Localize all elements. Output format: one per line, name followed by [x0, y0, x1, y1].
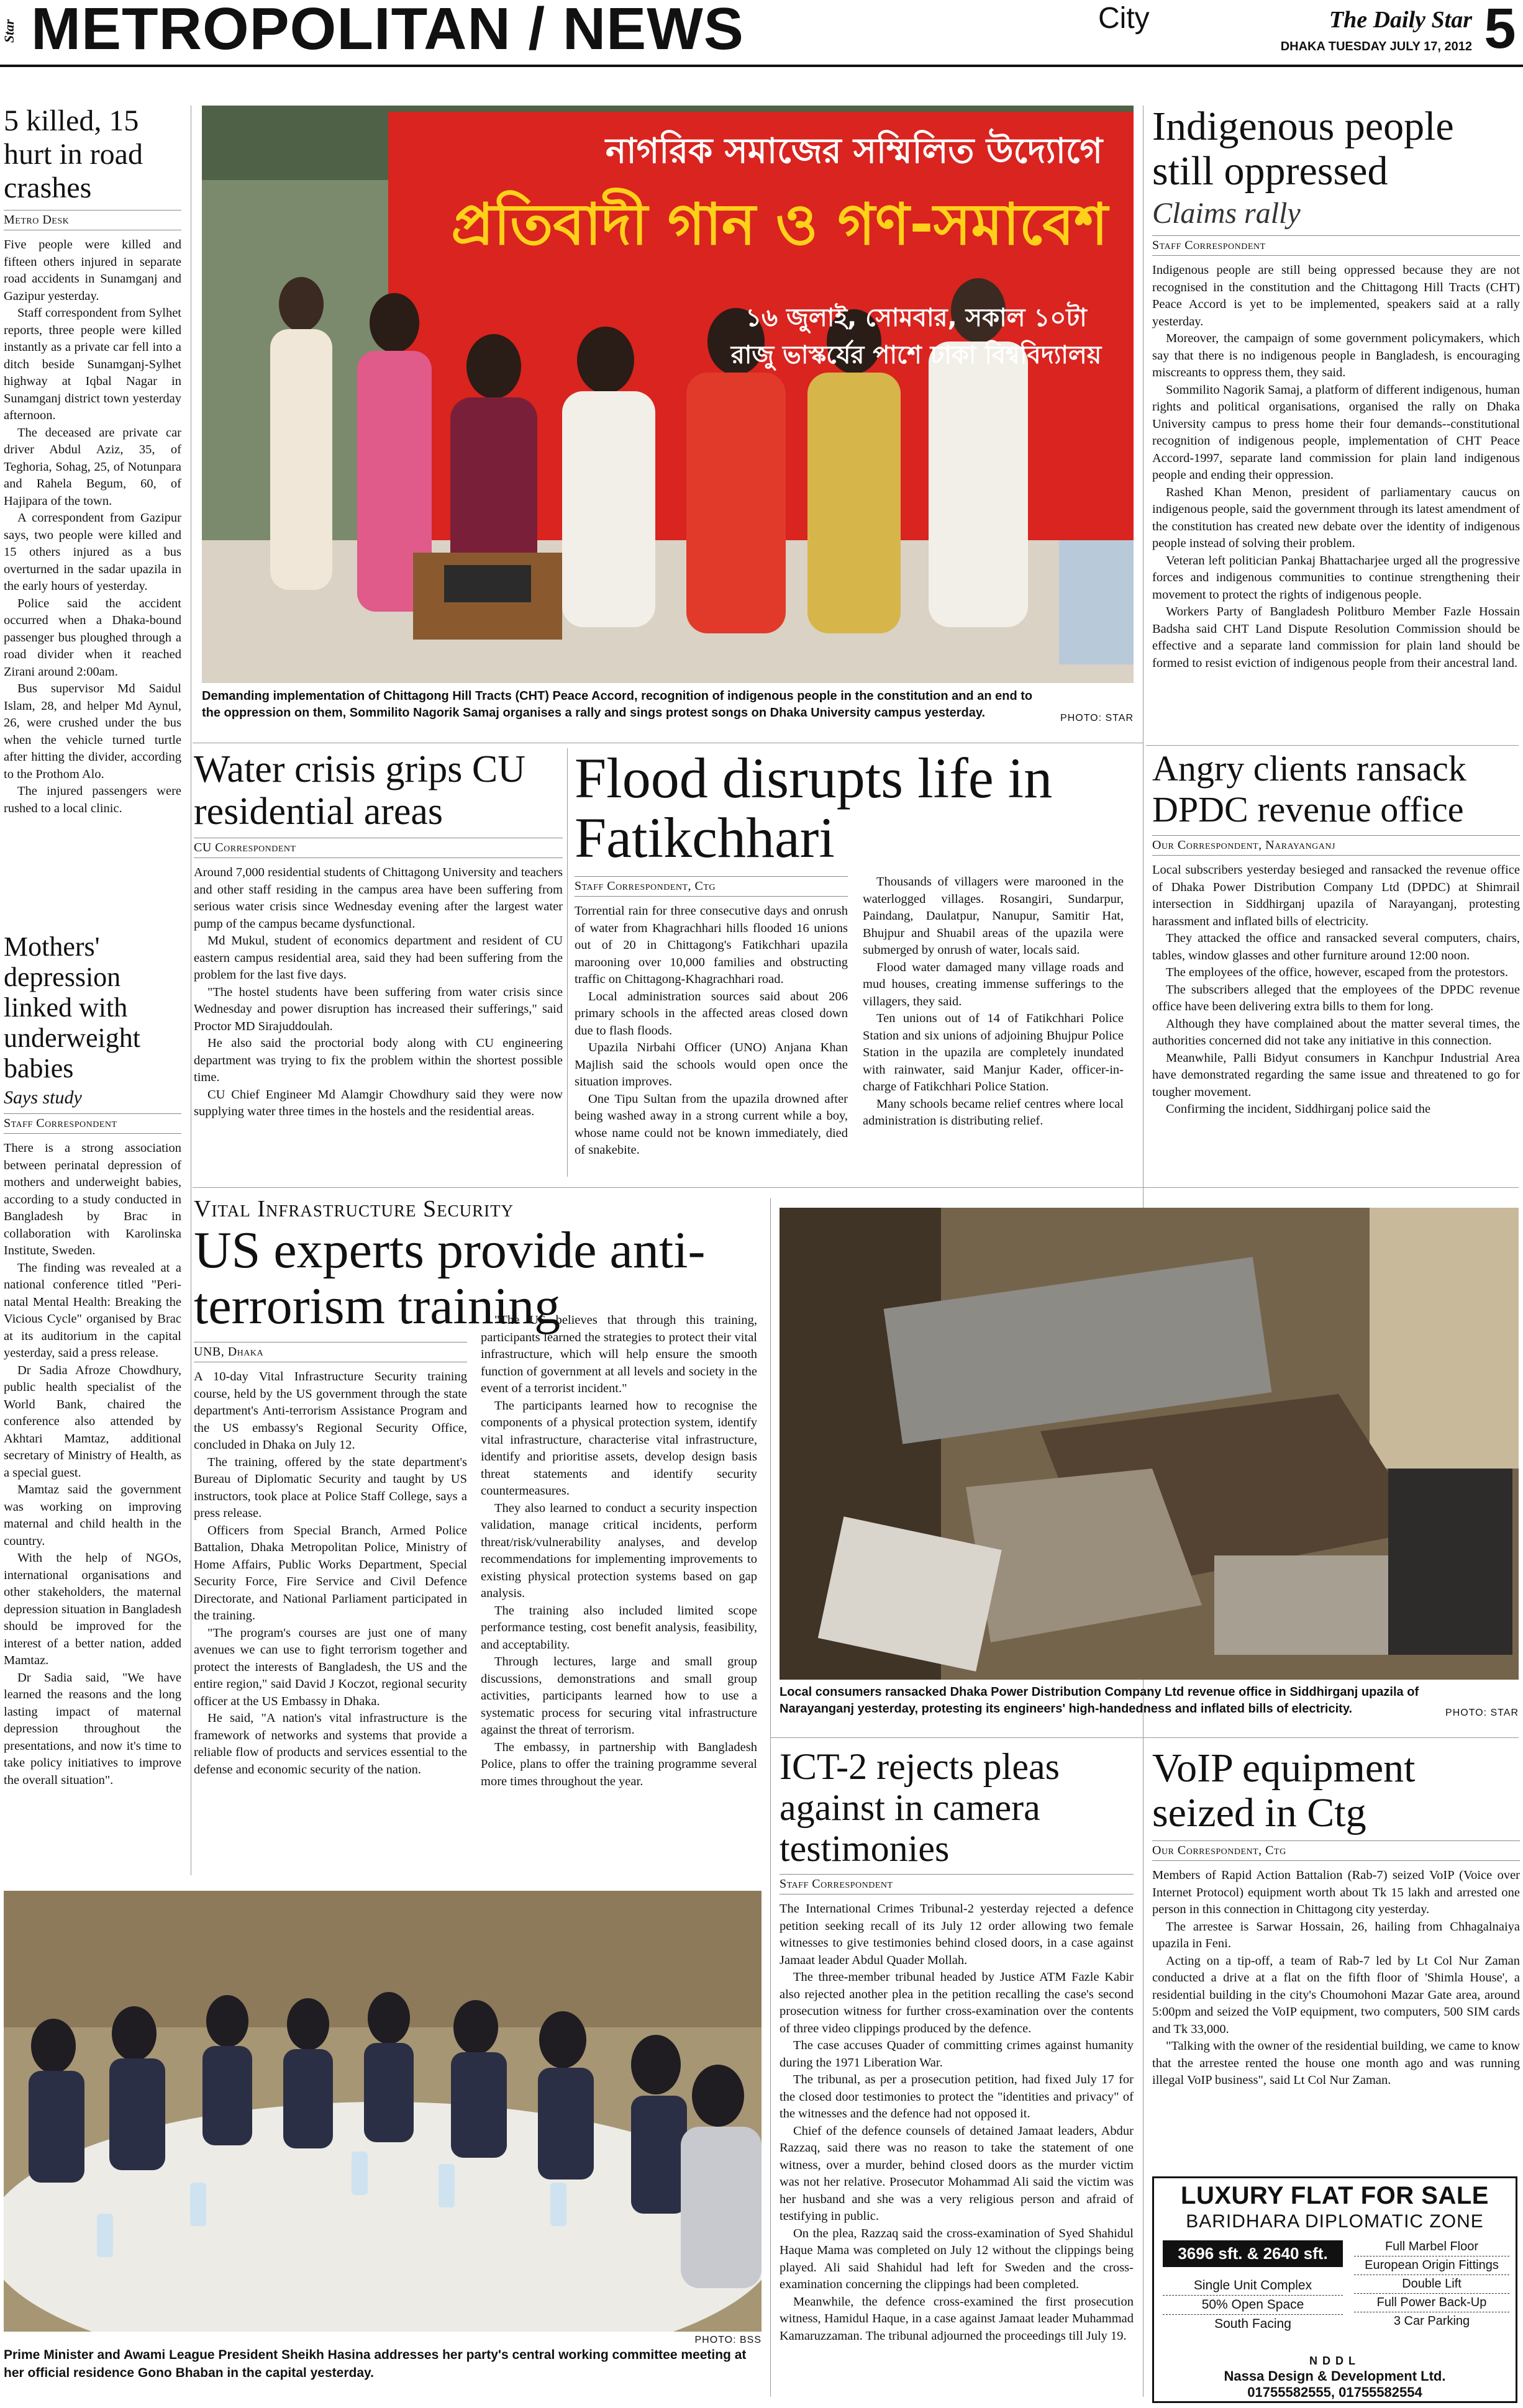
- article-headline: VoIP equipment seized in Ctg: [1152, 1746, 1416, 1835]
- paragraph: The training, offered by the state department's Bureau of Diplomatic Security and taught by US instructors, took place at Police Staff College, says a press release.: [194, 1455, 467, 1520]
- paragraph: The three-member tribunal headed by Justice ATM Fazle Kabir also rejected another plea in the petition recalling the case's second prosecution witness for further cross-examination over the contents of three video clippings produced by the defence.: [780, 1970, 1134, 2035]
- article-body: [575, 903, 848, 1159]
- paragraph: Meanwhile, Palli Bidyut consumers in Kanchpur Industrial Area have demonstrated regarding the same issue and threatened to go for tougher movement.: [1152, 1051, 1520, 1099]
- article-kicker: Claims rally: [1152, 197, 1301, 230]
- paragraph: Ten unions out of 14 of Fatikchhari Police Station and six unions of adjoining Bhujpur Police Station in the upazila are completely inundated with rainwater, said Manjur Kader, officer-in-charge of Fatikchhari Police Station.: [863, 1012, 1124, 1093]
- article-headline: ICT-2 rejects pleas against in camera testimonies: [780, 1746, 1060, 1869]
- ad-company: Nassa Design & Development Ltd.: [1224, 2368, 1446, 2384]
- paragraph: Chief of the defence counsels of detained Jamaat leaders, Abdur Razzaq, said there was no reason to take the statement of one witness, over a murder, behind closed doors as the murder victim was not her relative. Prosecutor Mohammad Ali said the victim was her husband and she was a very religious person and afraid of testifying in public.: [780, 2124, 1134, 2223]
- paragraph: Md Mukul, student of economics department and resident of CU eastern campus residential area, said they had been suffering from the problem for the last five days.: [194, 934, 563, 982]
- dateline: DHAKA TUESDAY JULY 17, 2012: [1280, 40, 1472, 53]
- ransack-photo-caption: [780, 1684, 1519, 1734]
- ad-feature: 3 Car Parking: [1393, 2314, 1470, 2328]
- ad-subtitle: BARIDHARA DIPLOMATIC ZONE: [1186, 2211, 1484, 2232]
- ad-feature: Full Power Back-Up: [1354, 2294, 1509, 2312]
- article-body: [1152, 862, 1520, 1118]
- article-headline: Water crisis grips CU residential areas: [194, 748, 525, 833]
- paragraph: "The US believes that through this training, participants learned the strategies to protect their vital infrastructure, which will help ensure the smooth function of government at all levels and society in the event of a terrorist incident.": [481, 1313, 757, 1395]
- banner-text-line4: রাজু ভাস্কর্যের পাশে ঢাকা বিশ্ববিদ্যালয়: [730, 341, 1102, 369]
- paragraph: Rashed Khan Menon, president of parliamentary caucus on indigenous people, said the government through its latest amendment of the constitution has created new debate over the identity of indigenous people instead of solving their problem.: [1152, 485, 1520, 550]
- pm-photo-caption: [4, 2335, 762, 2403]
- paragraph: Staff correspondent from Sylhet reports, three people were killed instantly as a private car fell into a ditch beside Sunamganj-Sylhet highway at Iqbal Nagar in Sunamganj district town yesterday afternoon.: [4, 306, 181, 422]
- ad-logo: NDDL: [1309, 2355, 1360, 2367]
- paragraph: They attacked the office and ransacked several computers, chairs, tables, window glasses and other furniture around 12:00 noon.: [1152, 931, 1520, 962]
- indigenous-article: [1152, 104, 1520, 738]
- paragraph: Flood water damaged many village roads and mud houses, creating immense sufferings to the villagers, they said.: [863, 960, 1124, 1008]
- paragraph: Local administration sources said about 206 primary schools in the affected areas closed down due to flash floods.: [575, 989, 848, 1038]
- paragraph: The deceased are private car driver Abdul Aziz, 35, of Teghoria, Sohag, 25, of Notunpara and Rahela Begum, 60, of Hajipara of the town.: [4, 425, 181, 508]
- paragraph: They also learned to conduct a security inspection validation, manage critical incidents, perform threat/risk/vulnerability analyses, and develop recommendations for implementing improvements to existing physical protection systems based on gap analysis.: [481, 1501, 757, 1600]
- paragraph: He said, "A nation's vital infrastructure is the framework of networks and systems that provide a reliable flow of products and services essential to the defense and economic security of the nation.: [194, 1711, 467, 1777]
- paragraph: Police said the accident occurred when a Dhaka-bound passenger bus ploughed through a road divider when it reached Zirani around 2:00am.: [4, 596, 181, 679]
- paragraph: On the plea, Razzaq said the cross-examination of Syed Shahidul Haque Mama was completed on July 12 without the clippings being played. Ali said Shahidul had left for Sweden and the cross-examination concerning the clippings had been completed.: [780, 2226, 1134, 2291]
- paragraph: Dr Sadia Afroze Chowdhury, public health specialist of the World Bank, chaired the conference also attended by Akhtari Mamtaz, additional secretary of Ministry of Health, as a special guest.: [4, 1363, 181, 1480]
- column-rule: [567, 748, 568, 1177]
- ad-feature: South Facing: [1214, 2317, 1291, 2331]
- article-byline: Metro Desk: [4, 210, 181, 230]
- paragraph: Officers from Special Branch, Armed Police Battalion, Dhaka Metropolitan Police, Ministry of Home Affairs, Public Works Department, Special Security Force, Fire Service and Civil Defence Directorate, and National Parliament participated in the training.: [194, 1523, 467, 1623]
- photo-credit: PHOTO: STAR: [1060, 713, 1134, 723]
- article-byline: Staff Correspondent: [780, 1874, 1134, 1894]
- banner-text-line3: ১৬ জুলাই, সোমবার, সকাল ১০টা: [745, 304, 1087, 332]
- banner-text-line2: প্রতিবাদী গান ও গণ-সমাবেশ: [451, 191, 1108, 258]
- paragraph: Meanwhile, the defence cross-examined the first prosecution witness, Hamidul Haque, in a case against Jamaat leader Muhammad Kamaruzzaman. The tribunal adjourned the proceedings till July 19.: [780, 2294, 1134, 2343]
- road-crash-article: [4, 104, 181, 930]
- article-headline: Angry clients ransack DPDC revenue office: [1152, 748, 1466, 830]
- paragraph: Thousands of villagers were marooned in the waterlogged villages. Rosangiri, Sundarpur, Paindang, Daulatpur, Nanupur, Samitir Hat, Bhujpur and Shuabil areas of the upazila were submerged by onrush of water, locals said.: [863, 875, 1124, 957]
- photo-caption: Prime Minister and Awami League President Sheikh Hasina addresses her party's central working committee meeting at her official residence Gono Bhaban in the capital yesterday.: [4, 2348, 747, 2380]
- paragraph: The training also included limited scope performance testing, cost benefit analysis, feasibility, and acceptability.: [481, 1603, 757, 1652]
- ad-title: LUXURY FLAT FOR SALE: [1181, 2182, 1489, 2209]
- article-headline: Indigenous people still oppressed: [1152, 104, 1454, 194]
- article-body-continued: [863, 874, 1124, 1130]
- photo-caption: Local consumers ransacked Dhaka Power Distribution Company Ltd revenue office in Siddhirganj upazila of Narayanganj yesterday, protesting its engineers' high-handedness and inflated bills of electricity.: [780, 1685, 1419, 1716]
- water-crisis-article: [194, 748, 563, 1183]
- ad-feature: Double Lift: [1354, 2275, 1509, 2294]
- paragraph: The embassy, in partnership with Bangladesh Police, plans to offer the training programme several more times throughout the year.: [481, 1740, 757, 1788]
- pm-meeting-photo: [4, 1891, 762, 2332]
- paragraph: Confirming the incident, Siddhirganj police said the: [1166, 1102, 1431, 1116]
- paragraph: Although they have complained about the matter several times, the authorities concerned did not take any initiative in this connection.: [1152, 1016, 1520, 1048]
- ad-feature: Full Marbel Floor: [1354, 2238, 1509, 2256]
- article-body: [1152, 1867, 1520, 2089]
- section-title: METROPOLITAN / NEWS: [31, 0, 744, 62]
- article-headline: Flood disrupts life in Fatikchhari: [575, 748, 1053, 869]
- ransack-photo-image: [780, 1208, 1519, 1680]
- paragraph: Moreover, the campaign of some government policymakers, which say that there is no indigenous people in Bangladesh, is encouraging miscreants to oppress them, they said.: [1152, 332, 1520, 379]
- paragraph: The finding was revealed at a national conference titled "Peri-natal Mental Health: Breaking the Vicious Cycle" organised by Brac at its auditorium in the capital yesterday, said a press release.: [4, 1261, 181, 1360]
- masthead: [0, 0, 1523, 70]
- article-byline: Staff Correspondent: [4, 1113, 181, 1134]
- paragraph: The arrestee is Sarwar Hossain, 26, hailing from Chhagalnaiya upazila in Feni.: [1152, 1919, 1520, 1950]
- paragraph: Veteran left politician Pankaj Bhattacharjee urged all the progressive forces and indigenous communities to continue strengthening their movement to protect the rights of indigenous people.: [1152, 553, 1520, 602]
- paragraph: Dr Sadia said, "We have learned the reasons and the long lasting impact of maternal depression throughout the presentations, and now it's time to take policy initiatives to improve the overall situation".: [4, 1670, 181, 1787]
- masthead-rule: [0, 65, 1523, 67]
- paragraph: "The hostel students have been suffering from water crisis since Wednesday and power disruption has increased their sufferings," said Proctor MD Sirajuddoulah.: [194, 985, 563, 1033]
- paragraph: He also said the proctorial body along with CU engineering department was trying to fix the problem within the shortest possible time.: [194, 1036, 563, 1084]
- section-rule: [770, 1737, 1519, 1738]
- star-logo: Star: [1, 19, 17, 43]
- article-byline: Staff Correspondent: [1152, 235, 1520, 256]
- article-byline: UNB, Dhaka: [194, 1342, 467, 1362]
- paragraph: Mamtaz said the government was working on improving maternal and child health in the country.: [4, 1483, 181, 1548]
- paragraph: One Tipu Sultan from the upazila drowned after being washed away in a strong current while a boy, whose name could not be known immediately, died of snakebite.: [575, 1092, 848, 1157]
- paragraph: A 10-day Vital Infrastructure Security training course, held by the US government through the state department's Anti-terrorism Assistance Program and the US embassy's Regional Security Office, concluded in Dhaka on July 12.: [194, 1370, 467, 1452]
- ad-feature: European Origin Fittings: [1354, 2256, 1509, 2275]
- article-body-continued: [481, 1312, 757, 1790]
- ad-phone: 01755582555, 01755582554: [1247, 2384, 1422, 2400]
- ad-right-features: [1354, 2238, 1509, 2330]
- section-rule: [193, 1187, 1519, 1188]
- article-headline: 5 killed, 15 hurt in road crashes: [4, 104, 143, 204]
- paragraph: "Talking with the owner of the residential building, we came to know that the arrestee rented the house one month ago and was running illegal VoIP business", said Lt Col Nur Zaman.: [1152, 2039, 1520, 2087]
- paragraph: Members of Rapid Action Battalion (Rab-7) seized VoIP (Voice over Internet Protocol) equipment worth about Tk 15 lakh and arrested one person in this connection in Chittagong city yesterday.: [1152, 1868, 1520, 1916]
- paragraph: Local subscribers yesterday besieged and ransacked the revenue office of Dhaka Power Distribution Company Ltd (DPDC) at Shimrail intersection in Siddhirganj upazila of Narayanganj, protesting harassment and inflated bills of electricity.: [1152, 863, 1520, 928]
- paragraph: The case accuses Quader of committing crimes against humanity during the 1971 Liberation War.: [780, 2039, 1134, 2070]
- flood-article: [575, 748, 1137, 1183]
- paragraph: Acting on a tip-off, a team of Rab-7 led by Lt Col Nur Zaman conducted a drive at a flat on the fifth floor of 'Shimla House', a residential building in the city's Choumohoni Mazar Gate area, around 5:00pm and seized the VoIP equipment, two computers, 500 SIM cards and Tk 33,000.: [1152, 1953, 1520, 2036]
- paragraph: With the help of NGOs, international organisations and other stakeholders, the maternal depression situation in Bangladesh should be improved for the interest of a better nation, added Mamtaz.: [4, 1551, 181, 1667]
- article-headline: US experts provide anti-terrorism training: [194, 1221, 706, 1335]
- paragraph: Five people were killed and fifteen others injured in separate road accidents in Sunamganj and Gazipur yesterday.: [4, 238, 181, 303]
- paragraph: CU Chief Engineer Md Alamgir Chowdhury said they were now supplying water three times in the hostels and the residential areas.: [194, 1087, 563, 1118]
- paragraph: Workers Party of Bangladesh Politburo Member Fazle Hossain Badsha said CHT Land Dispute Resolution Commission should be effective and a separate land commission for plain land should be formed to resist eviction of indigenous people from their ancestral land.: [1152, 605, 1520, 670]
- paragraph: The injured passengers were rushed to a local clinic.: [4, 784, 181, 815]
- voip-article: [1152, 1746, 1520, 2181]
- paragraph: Upazila Nirbahi Officer (UNO) Anjana Khan Majlish said the schools would open once the situation improves.: [575, 1041, 848, 1089]
- photo-credit: PHOTO: STAR: [1445, 1708, 1519, 1718]
- rally-photo: [202, 106, 1134, 683]
- article-body: [4, 237, 181, 817]
- paragraph: Through lectures, large and small group discussions, demonstrations and small group activities, participants learned how to use a systematic process for securing vital infrastructure against the threat of terrorism.: [481, 1655, 757, 1737]
- article-headline: Mothers' depression linked with underweight babies: [4, 931, 140, 1084]
- paragraph: Around 7,000 residential students of Chittagong University and teachers and other staff residing in the campus area have been suffering from serious water crisis since Wednesday evening after the largest water pump of the campus became dysfunctional.: [194, 866, 563, 931]
- paragraph: The International Crimes Tribunal-2 yesterday rejected a defence petition seeking recall of its July 12 order allowing two female witnesses to give testimonies behind closed doors, in a case against Jamaat leader Abdul Quader Mollah.: [780, 1902, 1134, 1967]
- ad-left-features: [1163, 2276, 1343, 2333]
- page-number: 5: [1484, 0, 1516, 60]
- ad-size-badge: 3696 sft. & 2640 sft.: [1163, 2240, 1343, 2267]
- banner-text-line1: নাগরিক সমাজের সম্মিলিত উদ্যোগে: [605, 131, 1103, 171]
- article-body: [4, 1140, 181, 1789]
- dpdc-article: [1152, 748, 1520, 1183]
- article-body: [194, 864, 563, 1121]
- paragraph: Bus supervisor Md Saidul Islam, 28, and helper Md Aynul, 26, were crushed under the bus when the vehicle turned turtle after hitting the divider, according to the Prothom Alo.: [4, 682, 181, 781]
- section-rule: [1146, 745, 1519, 746]
- pm-meeting-photo-image: [4, 1891, 762, 2332]
- sub-section-label: City: [1098, 2, 1150, 35]
- article-body: [194, 1369, 467, 1778]
- luxury-flat-ad[interactable]: [1152, 2176, 1517, 2403]
- paragraph: The employees of the office, however, escaped from the protestors.: [1166, 966, 1508, 979]
- mothers-depression-article: [4, 931, 181, 1875]
- ict-article: [780, 1746, 1134, 2406]
- paragraph: The participants learned how to recognise the components of a physical protection system, identify vital infrastructure, characterise vital infrastructure, identify and prioritise assets, develop design basis threat statements and identify security countermeasures.: [481, 1398, 757, 1498]
- ad-feature: Single Unit Complex: [1163, 2276, 1343, 2296]
- photo-caption: Demanding implementation of Chittagong Hill Tracts (CHT) Peace Accord, recognition of indigenous people in the constitution and an end to the oppression on them, Sommilito Nagorik Samaj organises a rally and sings protest songs on Dhaka University campus yesterday.: [202, 689, 1033, 720]
- paragraph: The tribunal, as per a prosecution petition, had fixed July 17 for the closed door testimonies to protect the "identities and privacy" of the witnesses and the defence had not opposed it.: [780, 2073, 1134, 2121]
- paragraph: A correspondent from Gazipur says, two people were killed and 15 others injured as a bus overturned in the sadar upazila in the early hours of yesterday.: [4, 511, 181, 593]
- paragraph: Sommilito Nagorik Samaj, a platform of different indigenous, human rights and political organisations, organised the rally on Dhaka University campus to press home their four demands--constitutional recognition of indigenous people, implementation of CHT Peace Accord-1997, separate land commission for plain land indigenous people and ending their oppression.: [1152, 382, 1520, 482]
- article-byline: Staff Correspondent, Ctg: [575, 876, 848, 897]
- column-rule: [770, 1198, 771, 2397]
- ad-feature: 50% Open Space: [1163, 2296, 1343, 2315]
- photo-credit: PHOTO: BSS: [694, 2335, 762, 2345]
- ransack-photo: [780, 1208, 1519, 1680]
- paragraph: Many schools became relief centres where local administration is distributing relief.: [863, 1097, 1124, 1128]
- article-body: [1152, 262, 1520, 672]
- article-byline: Our Correspondent, Narayanganj: [1152, 835, 1520, 856]
- paragraph: There is a strong association between perinatal depression of mothers and underweight babies, according to a study conducted in Bangladesh by Brac in collaboration with Karolinska Institute, Sweden.: [4, 1141, 181, 1257]
- paragraph: The subscribers alleged that the employees of the DPDC revenue office have been delivering extra bills to them for long.: [1152, 982, 1520, 1013]
- article-byline: Our Correspondent, Ctg: [1152, 1840, 1520, 1861]
- article-byline: CU Correspondent: [194, 838, 563, 858]
- paragraph: Torrential rain for three consecutive days and onrush of water from Khagrachhari hills flooded 16 unions out of 20 in Chittagong's Fatikchhari upazila marooning over 10,000 families and obstructing traffic on Chittagong-Khagrachhari road.: [575, 904, 848, 986]
- article-kicker: Says study: [4, 1087, 82, 1108]
- article-body: [780, 1901, 1134, 2345]
- paper-logo: The Daily Star: [1329, 7, 1472, 33]
- article-kicker: Vital Infrastructure Security: [194, 1196, 514, 1222]
- paragraph: "The program's courses are just one of many avenues we can use to fight terrorism together and protect the interests of Bangladesh, the US and the entire region," said David J Koczot, regional security officer at the US Embassy in Dhaka.: [194, 1626, 467, 1708]
- paragraph: Indigenous people are still being oppressed because they are not recognised in the constitution and the Chittagong Hill Tracts (CHT) Peace Accord is yet to be implemented, speakers said at a rally yesterday.: [1152, 263, 1520, 328]
- anti-terror-article: [194, 1195, 762, 1878]
- rally-photo-caption: [202, 688, 1134, 738]
